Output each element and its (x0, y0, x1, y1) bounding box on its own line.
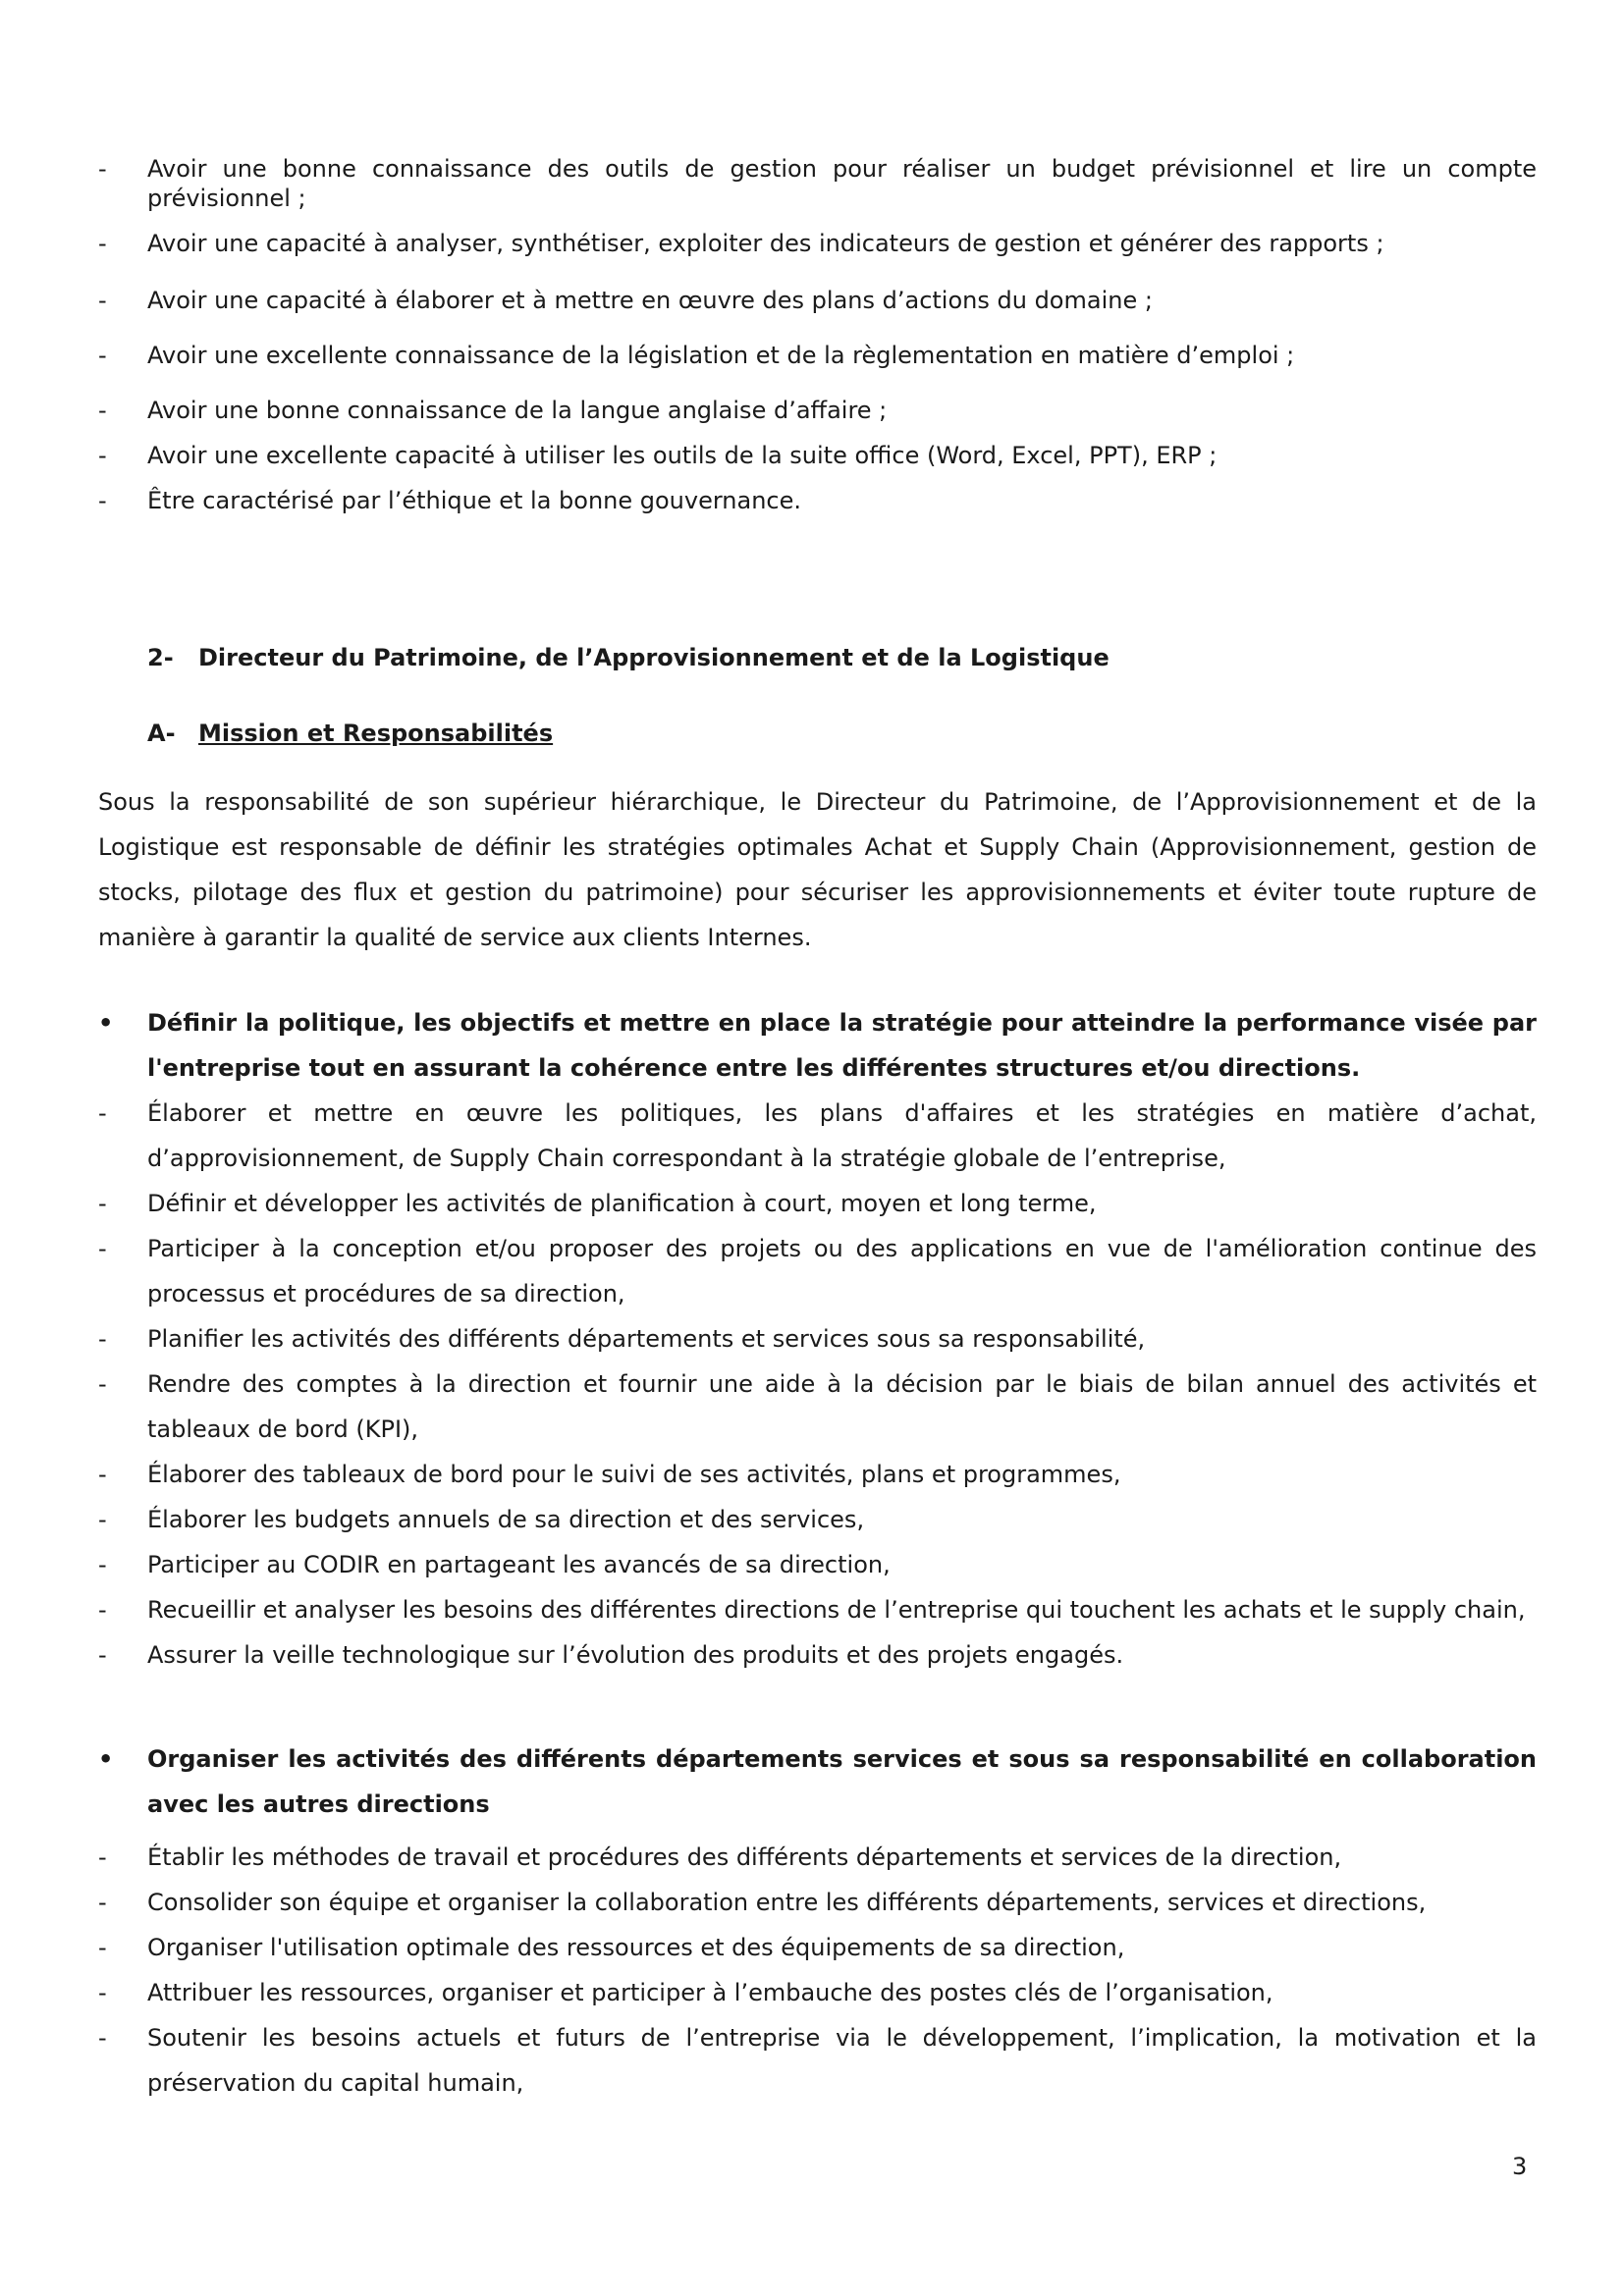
list-item (98, 2015, 1537, 2106)
group-heading (98, 1000, 1537, 1091)
list-item (98, 441, 1537, 470)
dash-marker: - (98, 1551, 107, 1578)
dash-marker: - (98, 1641, 107, 1669)
subsection-heading (147, 719, 553, 748)
responsibility-group-2 (98, 1736, 1537, 2106)
group-heading-text: Organiser les activités des différents départements services et sous sa responsabilité en collaboration avec les autres directions (147, 1745, 1537, 1818)
list-item (98, 1835, 1537, 1880)
list-item (98, 286, 1537, 315)
dash-marker: - (98, 1889, 107, 1916)
list-item (98, 341, 1537, 370)
list-item (98, 1091, 1537, 1181)
dash-marker: - (98, 1461, 107, 1488)
dash-marker: - (98, 442, 107, 469)
intro-paragraph: Sous la responsabilité de son supérieur hiérarchique, le Directeur du Patrimoine, de l’Approvisionnement et de la Logistique est responsable de définir les stratégies optimales Achat et Supply Chain (Approvisionnement, gestion de stocks, pilotage des flux et gestion du patrimoine) pour sécuriser les approvisionnements et éviter toute rupture de manière à garantir la qualité de service aux clients Internes. (98, 788, 1537, 951)
list-item-text: Élaborer et mettre en œuvre les politiques, les plans d'affaires et les stratégies en matière d’achat, d’approvisionnement, de Supply Chain correspondant à la stratégie globale de l’entreprise, (147, 1099, 1537, 1172)
list-item (98, 1632, 1537, 1678)
list-item-text: Assurer la veille technologique sur l’évolution des produits et des projets engagés. (147, 1641, 1124, 1669)
list-item-text: Attribuer les ressources, organiser et participer à l’embauche des postes clés de l’organisation, (147, 1979, 1273, 2006)
list-item-text: Être caractérisé par l’éthique et la bonne gouvernance. (147, 487, 802, 514)
list-item (98, 1452, 1537, 1497)
list-item (98, 396, 1537, 425)
responsibility-group-1 (98, 1000, 1537, 1678)
dash-marker: - (98, 230, 107, 257)
list-item (98, 1587, 1537, 1632)
group-heading (98, 1736, 1537, 1827)
list-item (98, 486, 1537, 515)
list-item (98, 1497, 1537, 1542)
list-item (98, 1925, 1537, 1970)
dash-marker: - (98, 1190, 107, 1217)
bullet-marker: • (98, 1009, 114, 1037)
list-item-text: Participer à la conception et/ou proposer des projets ou des applications en vue de l'amélioration continue des processus et procédures de sa direction, (147, 1235, 1537, 1308)
list-item-text: Avoir une excellente connaissance de la législation et de la règlementation en matière d’emploi ; (147, 342, 1295, 369)
dash-marker: - (98, 1596, 107, 1624)
section-heading (147, 643, 1110, 672)
list-item (98, 1226, 1537, 1316)
list-item-text: Élaborer des tableaux de bord pour le suivi de ses activités, plans et programmes, (147, 1461, 1121, 1488)
dash-marker: - (98, 1843, 107, 1871)
list-item (98, 1316, 1537, 1362)
dash-marker: - (98, 1370, 107, 1398)
dash-marker: - (98, 397, 107, 424)
list-item-text: Planifier les activités des différents départements et services sous sa responsabilité, (147, 1325, 1146, 1353)
dash-marker: - (98, 1934, 107, 1961)
list-item-text: Avoir une capacité à élaborer et à mettre en œuvre des plans d’actions du domaine ; (147, 287, 1153, 314)
list-item (98, 1362, 1537, 1452)
list-item-text: Rendre des comptes à la direction et fournir une aide à la décision par le biais de bilan annuel des activités et tableaux de bord (KPI), (147, 1370, 1537, 1443)
page-number: 3 (1512, 2153, 1528, 2180)
dash-marker: - (98, 1979, 107, 2006)
list-item-text: Avoir une bonne connaissance des outils de gestion pour réaliser un budget prévisionnel et lire un compte prévisionnel ; (147, 155, 1537, 212)
list-item (98, 1181, 1537, 1226)
dash-marker: - (98, 1506, 107, 1533)
list-item-text: Consolider son équipe et organiser la collaboration entre les différents départements, services et directions, (147, 1889, 1427, 1916)
dash-marker: - (98, 1325, 107, 1353)
dash-marker: - (98, 342, 107, 369)
list-item-text: Participer au CODIR en partageant les avancés de sa direction, (147, 1551, 891, 1578)
list-item-text: Élaborer les budgets annuels de sa direction et des services, (147, 1506, 865, 1533)
list-item (98, 1542, 1537, 1587)
list-item-text: Avoir une bonne connaissance de la langue anglaise d’affaire ; (147, 397, 888, 424)
list-item (98, 154, 1537, 213)
subsection-title: Mission et Responsabilités (198, 720, 554, 747)
top-requirements-list (98, 154, 1537, 515)
list-item-text: Organiser l'utilisation optimale des ressources et des équipements de sa direction, (147, 1934, 1125, 1961)
list-item-text: Soutenir les besoins actuels et futurs de l’entreprise via le développement, l’implication, la motivation et la préservation du capital humain, (147, 2024, 1537, 2097)
list-item-text: Définir et développer les activités de planification à court, moyen et long terme, (147, 1190, 1097, 1217)
bullet-marker: • (98, 1745, 114, 1773)
dash-marker: - (98, 287, 107, 314)
dash-marker: - (98, 155, 107, 183)
list-item-text: Recueillir et analyser les besoins des différentes directions de l’entreprise qui touchent les achats et le supply chain, (147, 1596, 1526, 1624)
list-item-text: Avoir une capacité à analyser, synthétiser, exploiter des indicateurs de gestion et générer des rapports ; (147, 230, 1384, 257)
list-item (98, 1970, 1537, 2015)
dash-marker: - (98, 1235, 107, 1262)
list-item-text: Établir les méthodes de travail et procédures des différents départements et services de la direction, (147, 1843, 1342, 1871)
dash-marker: - (98, 1099, 107, 1127)
list-item (98, 229, 1537, 258)
dash-marker: - (98, 2024, 107, 2052)
list-item (98, 1880, 1537, 1925)
group-heading-text: Définir la politique, les objectifs et mettre en place la stratégie pour atteindre la performance visée par l'entreprise tout en assurant la cohérence entre les différentes structures et/ou directions. (147, 1009, 1537, 1082)
list-item-text: Avoir une excellente capacité à utiliser les outils de la suite office (Word, Excel, PPT), ERP ; (147, 442, 1218, 469)
subsection-letter: A- (147, 720, 176, 747)
section-number: 2- (147, 644, 174, 671)
section-title: Directeur du Patrimoine, de l’Approvisionnement et de la Logistique (198, 644, 1110, 671)
dash-marker: - (98, 487, 107, 514)
